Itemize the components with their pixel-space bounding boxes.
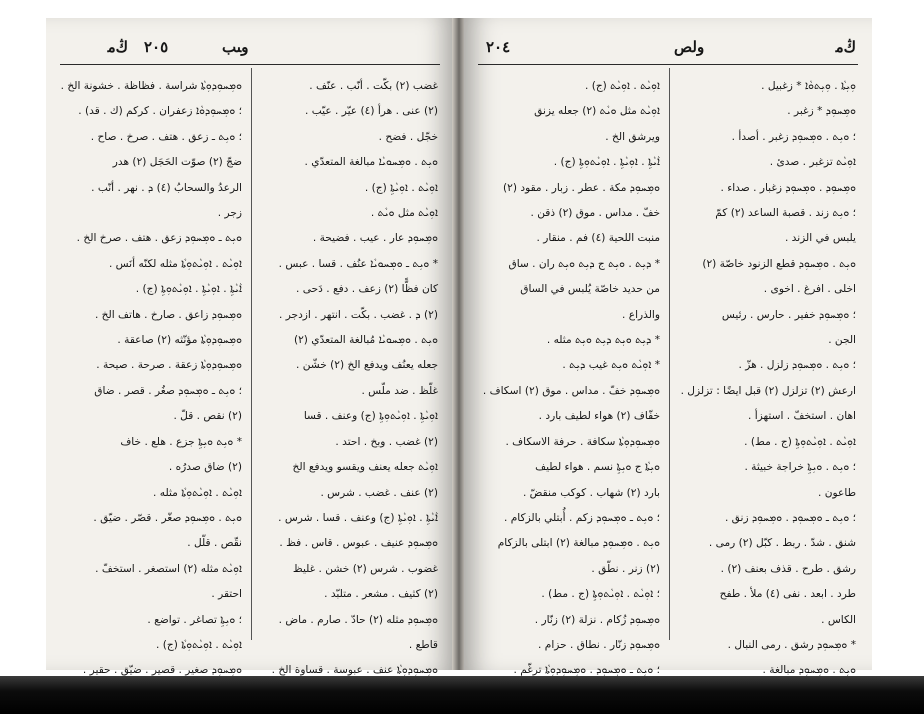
dictionary-line: ܘܡܼܚܘܼܕ ﺧﻒّ . ﻣﺪاس . ﻣﻮق (٢) اﺳﻜﺎف . — [482, 384, 660, 397]
dictionary-line: ܘܡܼܚܘܼܕܘܼܬܵܐ ﻣﺆﻧّﺜﻪ (٢) ﺻﺎﻋﻘﺔ . — [117, 334, 242, 347]
dictionary-line: ܘܝܼܬ . ܘܡܼܚܘܼܕ ﺻﻐّﺮ . ﻗﺼّﺮ . ﺿﻴّﻖ . — [93, 511, 242, 524]
dictionary-line: اﻟﺠﻦ . — [828, 334, 856, 347]
dictionary-line: وﻳﺮﺷﻖ اﻟﺦ . — [605, 130, 660, 143]
dictionary-line: ؛ ܘܝܼܬ . ܘܡܼܚܘܼܕ زﻟﺰل . ﻫﺰّ . — [738, 359, 856, 372]
dictionary-line: ܘܝܼܬ . ܘܡܼܚܘܼܕ ﻣﺒﺎﻟﻐﺔ . — [762, 664, 856, 677]
dictionary-line: ﺧﻒّ . ﻣﺪاس . ﻣﻮق (٢) ذﻗﻦ . — [530, 207, 660, 220]
dictionary-line: ؛ ܘܝܼܬ زﻧﺪ . ﻗﺼﺒﺔ اﻟﺴﺎﻋﺪ (٢) ﻛﻢّ — [715, 207, 856, 220]
dictionary-line: ܘܡܼܚܘܼܕ ﻣﺜﻠﻪ (٢) ﺣﺎدّ . ﺻﺎرم . ﻣﺎض . — [278, 613, 438, 626]
dictionary-line: ﻣﻨﺒﺖ اﻟﻠﺤﻴﺔ (٤) ﻓﻢ . ﻣﻨﻘﺎر . — [536, 232, 660, 245]
column-left — [60, 74, 242, 684]
dictionary-line: اﻟﻜﺎس . — [821, 613, 856, 626]
dictionary-line: ܐܵܝܵܬܹܐ . ܐܘܼܝܵܬܹܐ . ܐܘܼܝܵܬܘܼܬܹܐ (ج) . — [553, 156, 660, 169]
dictionary-line: (٢) ﻋﻨﻰ . ﻫﺮأ (٤) ﻋﻴّﺮ . ﻋﻴّﺐ . — [305, 105, 438, 118]
left-page — [46, 18, 454, 677]
dictionary-line: ؛ ܘܝܼܬ . ܘܡܼܚܘܼܕ زﻏﺒﺮ . أﺻﺪأ . — [731, 130, 856, 143]
header-rule — [60, 64, 440, 65]
dictionary-line: ﺟﻌﻠﻪ ﻳﻌﻨُﻒ وﻳﺪﻓﻊ اﻟﺦ (٢) ﺧﺸّﻦ . — [295, 359, 438, 372]
dictionary-line: ܐܵܝܵܬܹܐ . ܐܘܼܝܵܬܹܐ (ج) وﻋﻨﻒ . ﻗﺴﺎ . ﺷﺮس . — [278, 511, 438, 524]
dictionary-line: ܐܘܼܝܵܬ . ܐܘܼܝܵܬܘܼܬܵܐ (ج) . — [155, 638, 242, 651]
page-header — [478, 38, 858, 62]
dictionary-line: ܘܝܼܬܵܐ ج ܘܝܼܬܹܐ ﻧﺴﻢ . ﻫﻮاء ﻟﻄﻴﻒ — [535, 461, 660, 474]
dictionary-line: ؛ ܘܝܼܬ . ܘܝܼܬܹܐ ﺧﺮاﺟﺔ ﺧﺒﻴﺜﺔ . — [744, 461, 856, 474]
dictionary-line: اﺣﺘﻘﺮ . — [211, 588, 242, 601]
dictionary-line: ܘܡܼܚܘܼܕ ﻋﺎر . ﻋﻴﺐ . ﻓﻀﻴﺤﺔ . — [312, 232, 438, 245]
dictionary-line: ܐܘܼܝܵܬ . ܐܘܼܝܵܬܘܼܬܵܐ ﻣﺜﻠﻪ ﻟﻜﻨّﻪ أﻧَﺲ . — [108, 257, 242, 270]
dictionary-line: ؛ ܘܝܼܬ ـ ܘܡܼܚܘܼܕ . ܘܡܼܚܘܼܕܘܼܬܵܐ ﺗﺮﻏّﻢ . — [513, 664, 660, 677]
dictionary-line: * ܕܝܼܬ ܘܝܼܬ ܕܝܼܬ ܘܝܼܬ ﻣﺜﻠﻪ . — [546, 334, 660, 347]
dictionary-line: (٢) ﻧﻘﺺ . ﻗﻞّ . — [173, 410, 242, 423]
dictionary-line: * ܘܝܼܬ ـ ܘܡܼܚܘܝܵܐ ﻋﻨُﻒ . ﻗﺴﺎ . ﻋﺒﺲ . — [278, 257, 438, 270]
dictionary-line: ܘܡܼܚܘܼܕ . ܘܡܼܚܘܼܕ زﻏﺒﺎر . ﺻﺪاء . — [720, 181, 856, 194]
page-number: ٢٠٤ — [486, 38, 511, 56]
column-divider — [251, 68, 252, 640]
dictionary-line: ܐܘܼܝܵܬ . ܐܘܼܝܵܬܹܐ (ج) . — [364, 181, 438, 194]
dictionary-line: ܘܡܼܚܘܼܕܘܼܬܵܐ زﻋﻘﺔ . ﺻﺮﺣﺔ . ﺻﻴﺤﺔ . — [96, 359, 242, 372]
dictionary-line: ܘܝܼܬ . ܘܡܼܚܘܝܵܐ ﻣﺒﺎﻟﻐﺔ اﻟﻤﺘﻌﺪّي . — [304, 156, 438, 169]
column-divider — [669, 68, 670, 640]
dictionary-line: ﺑﺎرد (٢) ﺷﻬﺎب . ﻛﻮﻛﺐ ﻣﻨﻘﺾّ . — [522, 486, 660, 499]
dictionary-line: ﻃﺎﻋﻮن . — [818, 486, 856, 499]
dictionary-line: ܐܵܝܵܬܹܐ . ܐܘܼܝܵܬܹܐ . ܐܘܼܝܵܬܘܼܬܹܐ (ج) . — [135, 283, 242, 296]
page-number: ٢٠٥ — [144, 38, 169, 56]
dictionary-line: اﻫﺎن . اﺳﺘﺨﻒّ . اﺳﺘﻬﺰأ . — [748, 410, 856, 423]
dictionary-line: ܐܘܼܝܵܬ . ܐܘܼܝܵܬ (ج) . — [584, 80, 660, 92]
dictionary-line: ؛ ܘܝܼܬܹܐ ﺗﺼﺎﻏﺮ . ﺗﻮاﺿﻊ . — [147, 613, 242, 626]
dictionary-line: ﻏﻠّﻆ . ﺿﺪ ﻣﻠّﺲ . — [361, 384, 438, 397]
dictionary-line: * ܘܡܼܚܘܼܕ رﺷﻖ . رﻣﻰ اﻟﻨﺒﺎل . — [727, 638, 856, 651]
dictionary-line: ܘܝܼܬ . ܘܡܼܚܘܝܵܐ ﻣُﺒﺎﻟﻐﺔ اﻟﻤﺘﻌﺪّي (٢) — [293, 334, 438, 347]
dictionary-line: ﺿﺞّ (٢) ﺻﻮّت اﻟﺤَﺠَﻞ (٢) ﻫﺪر — [112, 156, 242, 169]
dictionary-line: ܘܡܼܚܘܼܕܘܼܬܵܐ ﺳﻜﺎﻓﺔ . ﺣﺮﻓﺔ اﻻﺳﻜﺎف . — [505, 435, 660, 448]
catchword: ﯓﻣ — [835, 38, 856, 56]
dictionary-line: ܐܘܼܝܵܬ . ܐܘܼܝܵܬܘܼܬܵܐ ﻣﺜﻠﻪ . — [153, 486, 242, 499]
dictionary-line: ܘܝܼܬ . ܘܡܼܚܘܼܕ ﻗﻄﻊ اﻟﺰﻧﻮد ﺧﺎﺻّﺔ (٢) — [702, 257, 856, 270]
dictionary-line: ﻧﻘّﺺ . ﻗﻠّﻞ . — [187, 537, 242, 550]
dictionary-line: ؛ ܘܝܼܬ ـ ܘܡܼܚܘܼܕ زﻛﻢ . أُﺑﺘﻠﻲ ﺑﺎﻟﺰﻛﺎم . — [504, 511, 660, 524]
column-left — [478, 74, 660, 684]
dictionary-line: ﺧﻔّﺎف (٢) ﻫﻮاء ﻟﻄﻴﻒ ﺑﺎرد . — [538, 410, 660, 423]
right-page — [464, 18, 872, 677]
dictionary-line: ﺷﻨﻖ . ﺷﺪّ . رﺑﻂ . ﻛﺒّﻞ (٢) رﻣﻰ . — [708, 537, 856, 550]
header-rule — [478, 64, 858, 65]
dictionary-line: (٢) ܕ . ﻏﻀﺐ . ﺑﻜّﺖ . اﻧﺘﻬﺮ . ازدﺟﺮ . — [278, 308, 438, 321]
dictionary-line: * ܘܝܼܬ ܘܝܼܬܹܐ ﺟﺰع . ﻫﻠﻊ . ﺧﺎف — [120, 435, 242, 448]
dictionary-line: ܐܘܼܝܵܬ ﻣﺜﻠﻪ (٢) اﺳﺘﺼﻐﺮ . اﺳﺘﺨﻒّ . — [95, 562, 242, 575]
dictionary-line: اﺧﻠﻰ . اﻓﺮغ . اﺧﻮى . — [763, 283, 856, 296]
dictionary-line: رﺷﻖ . ﻃﺮح . ﻗﺬف ﺑﻌﻨﻒ (٢) . — [720, 562, 856, 575]
dictionary-line: (٢) ﻛﺜﻴﻒ . ﻣﺸﻌﺮ . ﻣﺘﻠﺒّﺪ . — [324, 588, 438, 601]
dictionary-line: واﻟﺬراع . — [622, 308, 660, 321]
dictionary-line: ﻳﻠﺒﺲ ﻓﻲ اﻟﺰﻧﺪ . — [784, 232, 856, 245]
running-head: وﻟﺺ — [674, 38, 705, 56]
dictionary-line: ܐܘܼܝܵܬ ﻣﺜﻞ ܘܝܵܬ . — [370, 207, 438, 220]
dictionary-line: ܘܼܝܼܬܵܐ . ܘܼܝܼܬܘܵܐ * زﻏﺒﻴﻞ . — [761, 80, 856, 92]
dictionary-line: ܘܡܼܚܘܼܕ * زﻏﺒﺮ . — [787, 105, 856, 118]
dictionary-line: ﻗﺎﻃﻊ . — [408, 638, 438, 651]
dictionary-line: ؛ ܐܘܼܝܵܬ . ܐܘܼܝܵܬܘܼܬܹܐ (ج . ﻣﻂ) . — [541, 588, 660, 601]
dictionary-line: ܘܡܼܚܘܼܕ زاﻋﻖ . ﺻﺎرخ . ﻫﺎﺗﻒ اﻟﺦ . — [94, 308, 242, 321]
dictionary-line: ﻣﻦ ﺣﺪﻳﺪ ﺧﺎﺻّﺔ ﻳُﻠﺒﺲ ﻓﻲ اﻟﺴﺎق — [520, 283, 660, 296]
dictionary-line: ܘܡܼܚܘܼܕܘܼܬܵܐ ﺷﺮاﺳﺔ . ﻓﻈﺎﻇﺔ . ﺧﺸﻮﻧﺔ اﻟﺦ . — [60, 80, 242, 92]
dictionary-line: ﻛﺎن ﻓﻈًّﺎ (٢) زﻋﻒ . دﻓﻊ . دَﺣﻰ . — [296, 283, 438, 296]
dictionary-line: اﻟﺮﻋﺪُ واﻟﺴﺤﺎبُ (٤) ܕ . ﻧﻬﺮ . أﻧّﺐ . — [91, 181, 242, 194]
dictionary-line: ܘܡܼܚܘܼܕ ﺻﻐﻴﺮ . ﻗﺼﻴﺮ . ﺿﻴّﻖ . ﺣﻘﻴﺮ . — [82, 664, 242, 677]
page-header — [60, 38, 440, 62]
dictionary-line: ﻏﻀﺐ (٢) ﺑﻜّﺖ . أﻧّﺐ . ﻋﻨّﻒ . — [309, 80, 438, 92]
dictionary-line: ارﻋﺶ (٢) ﺗﺰﻟﺰل (٢) ﻗﺒﻞ اﻳﻀًﺎ : ﺗﺰﻟﺰل . — [680, 384, 856, 397]
dictionary-line: ܘܝܼܬ ـ ܘܡܼܚܘܼܕ زﻋﻖ . ﻫﺘﻒ . ﺻﺮخ اﻟﺦ . — [76, 232, 242, 245]
dictionary-line: * ܐܘܼܝܵܬ ܘܝܼܬ ﻏﻴﺐ ܕܝܼܬ . — [562, 359, 660, 372]
dictionary-line: ܘܝܼܬ . ܘܡܼܚܘܼܕ ﻣﺒﺎﻟﻐﺔ (٢) اﺑﺘﻠﻰ ﺑﺎﻟﺰﻛﺎم — [497, 537, 660, 550]
dictionary-line: ؛ ܘܝܼܬ ـ ܘܡܼܚܘܼܕ ﺻﻐُﺮ . ﻗﺼﺮ . ﺿﺎق — [94, 384, 242, 397]
dictionary-line: (٢) ﻋﻨﻒ . ﻏﻀﺐ . ﺷﺮس . — [320, 486, 438, 499]
dictionary-line: ܐܘܼܝܵܬܹܐ . ܐܘܼܝܵܬܘܼܬܹܐ (ج) وﻋﻨﻒ . ﻗﺴﺎ — [303, 410, 438, 423]
dictionary-line: ؛ ܘܝܼܬ ـ زﻋﻖ . ﻫﺘﻒ . ﺻﺮخ . ﺻﺎح . — [90, 130, 242, 143]
dictionary-line: ܘܡܼܚܘܼܕ زُﻛﺎم . ﻧﺰﻟﺔ (٢) زﻧّﺎر . — [534, 613, 660, 626]
dictionary-line: ܘܡܼܚܘܼܕ ﻋﻨﻴﻒ . ﻋﺒﻮس . ﻗﺎس . ﻓﻆ . — [279, 537, 438, 550]
dictionary-line: ܐܘܼܝܵܬ . ܐܘܼܝܵܬܘܼܬܹܐ (ج . ﻣﻂ) . — [744, 435, 856, 448]
dictionary-line: ؛ ܘܡܼܚܘܼܕܘܵܐ زﻋﻔﺮان . ﻛﺮﻛﻢ (ك . ﻗﺪ) . — [78, 105, 242, 118]
dictionary-line: ܘܡܼܚܘܼܕ زﻧّﺎر . ﻧﻄﺎق . ﺣﺰام . — [538, 638, 660, 651]
dictionary-line: ؛ ܘܝܼܬ ـ ܘܡܼܚܘܼܕ . ܘܡܼܚܘܼܕ زﻧﻖ . — [724, 511, 856, 524]
dictionary-line: ﺧﺠّﻞ . ﻓﻀﺢ . — [378, 130, 438, 143]
dictionary-line: (٢) زﻧﺮ . ﻧﻄّﻖ . — [591, 562, 660, 575]
dictionary-line: زﺟﺮ . — [217, 207, 242, 220]
catchword: ﯓﻣ — [107, 38, 128, 56]
dictionary-line: ܐܘܼܝܵܬ ﺗﺰﻏﺒﺮ . ﺻﺪئ . — [769, 156, 856, 169]
dictionary-line: (٢) ﻏﻀﺐ . وﺑﺦ . اﺣﺘﺪ . — [335, 435, 438, 448]
dictionary-line: ؛ ܘܡܼܚܘܼܕ ﺧﻔﻴﺮ . ﺣﺎرس . رﺋﻴﺲ — [721, 308, 856, 321]
dictionary-line: ﻏﻀﻮب . ﺷﺮس (٢) ﺧﺸﻦ . ﻏﻠﻴﻆ — [292, 562, 438, 575]
column-right — [674, 74, 856, 684]
running-head: وﯩﺐ — [222, 38, 249, 56]
dictionary-line: ܘܡܼܚܘܼܕ ﻣﻜﺔ . ﻋﻄﺮ . زﺑﺎر . ﻣﻘﻮد (٢) — [503, 181, 660, 194]
dictionary-line: ﻃﺮد . اﺑﻌﺪ . ﻧﻔﻰ (٤) ﻣﻸ . ﻃﻔﺢ — [719, 588, 856, 601]
dictionary-line: ܐܘܼܝܵܬ ﻣﺜﻞ ܘܝܵܬ (٢) ﺟﻌﻠﻪ ﻳﺰﻧﻖ — [534, 105, 660, 118]
dictionary-line: * ܕܝܼܬ . ܘܝܼܬ ج ܕܝܼܬ ܘܝܼܬ ران . ﺳﺎق — [508, 257, 660, 270]
dictionary-line: (٢) ﺿﺎق ﺻﺪرُه . — [168, 461, 242, 474]
dictionary-line: ܘܡܼܚܘܼܕܘܼܬܵܐ ﻋﻨﻒ . ﻋﺒﻮﺳﺔ . ﻗﺴﺎوة اﻟﺦ . — [271, 664, 438, 677]
dictionary-line: ܐܘܼܝܵܬ ﺟﻌﻠﻪ ﻳﻌﻨﻒ وﻳﻘﺴﻮ وﻳﺪﻓﻊ اﻟﺦ — [292, 461, 438, 474]
column-right — [256, 74, 438, 684]
